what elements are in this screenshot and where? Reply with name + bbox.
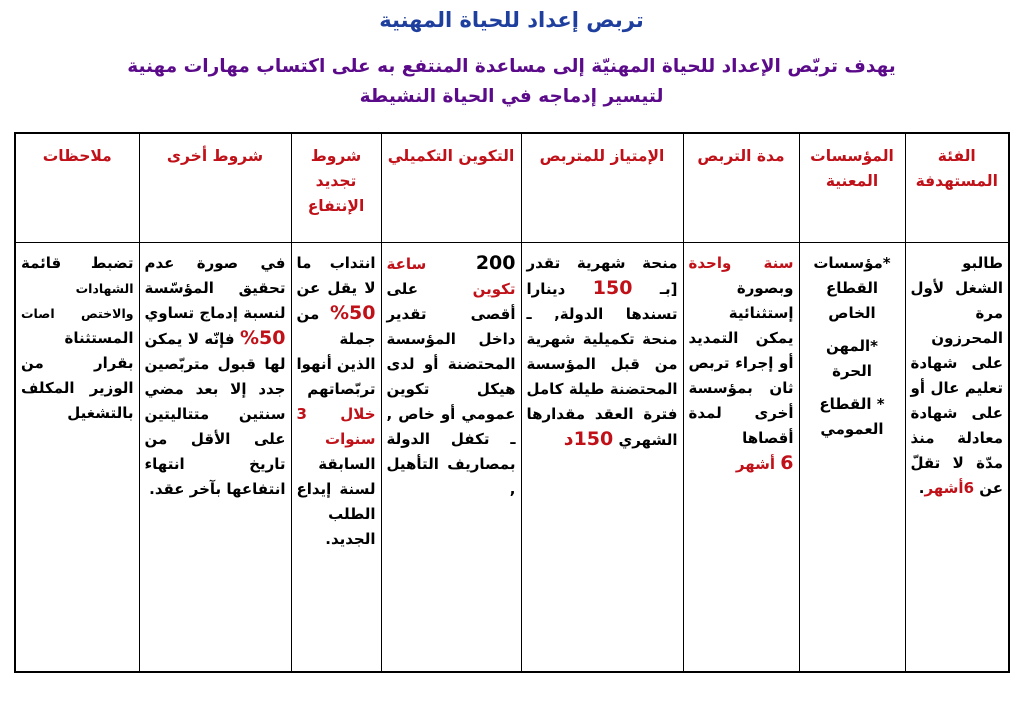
cell-other: في صورة عدم تحقيق المؤسّسة لنسبة إدماج تساوي 50% فإنّه لا يمكن لها قبول متربّصين جدد إلا بعد مضي سنتين متتاليتين على الأقل من تاريخ انتهاء انتفاعها بآخر عقد. <box>139 243 291 673</box>
header-target: الفئة المستهدفة <box>905 133 1009 243</box>
cell-training: 200 ساعة تكوين على أقصى تقدير داخل المؤسسة المحتضنة أو لدى هيكل تكوين عمومي أو خاص , ـ تكفل الدولة بمصاريف التأهيل , <box>381 243 521 673</box>
cell-notes: تضبط قائمة الشهادات والاختص اصات المستثناة بقرار من الوزير المكلف بالتشغيل <box>15 243 139 673</box>
other-percent: 50% <box>239 327 286 349</box>
cell-target: طالبو الشغل لأول مرة المحرزون على شهادة تعليم عال أو على شهادة معادلة منذ مدّة لا تقلّ عن 6أشهر. <box>905 243 1009 673</box>
header-other: شروط أخرى <box>139 133 291 243</box>
training-hours: 200 <box>475 252 516 274</box>
cell-institutions <box>799 243 905 673</box>
benefit-amount-company: 150د <box>563 428 614 450</box>
cell-benefit: منحة شهرية تقدر [بـ 150 دينارا تسندها الدولة, ـ منحة تكميلية شهرية من قبل المؤسسة المحتضنة طيلة كامل فترة العقد مقدارها الشهري 150د <box>521 243 683 673</box>
duration-one-year: سنة واحدة <box>688 254 794 272</box>
header-duration: مدة التربص <box>683 133 799 243</box>
header-institutions: المؤسسات المعنية <box>799 133 905 243</box>
institution-liberal: *المهن الحرة <box>825 337 879 380</box>
target-period: 6أشهر <box>924 479 975 497</box>
header-training: التكوين التكميلي <box>381 133 521 243</box>
renewal-period: خلال 3 سنوات <box>296 405 376 448</box>
institution-public: * القطاع العمومي <box>819 395 885 438</box>
header-benefit: الإمتياز للمتربص <box>521 133 683 243</box>
page-title: تربص إعداد للحياة المهنية <box>379 8 644 32</box>
benefit-amount-state: 150 <box>592 277 633 299</box>
notes-small-text: الشهادات والاختص اصات <box>21 281 134 321</box>
page-subtitle <box>40 52 983 112</box>
table-header-row <box>15 133 1009 243</box>
renewal-percent: 50% <box>330 302 376 324</box>
subtitle-line-2: لتيسير إدماجه في الحياة النشيطة <box>359 86 664 107</box>
header-notes: ملاحظات <box>15 133 139 243</box>
program-table <box>14 132 1010 673</box>
header-renewal: شروط تجديد الإنتفاع <box>291 133 381 243</box>
cell-renewal: انتداب ما لا يقل عن 50% من جملة الذين أنهوا تربّصاتهم خلال 3 سنوات السابقة لسنة إيداع الطلب الجديد. <box>291 243 381 673</box>
table-row <box>15 243 1009 673</box>
institution-private: *مؤسسات القطاع الخاص <box>813 254 891 322</box>
cell-duration: سنة واحدة وبصورة إستثنائية يمكن التمديد أو إجراء تربص ثان بمؤسسة أخرى لمدة أقصاها 6 أشهر <box>683 243 799 673</box>
subtitle-line-1: يهدف تربّص الإعداد للحياة المهنيّة إلى مساعدة المنتفع به على اكتساب مهارات مهنية <box>127 56 896 77</box>
duration-extension: 6 أشهر <box>735 452 794 474</box>
